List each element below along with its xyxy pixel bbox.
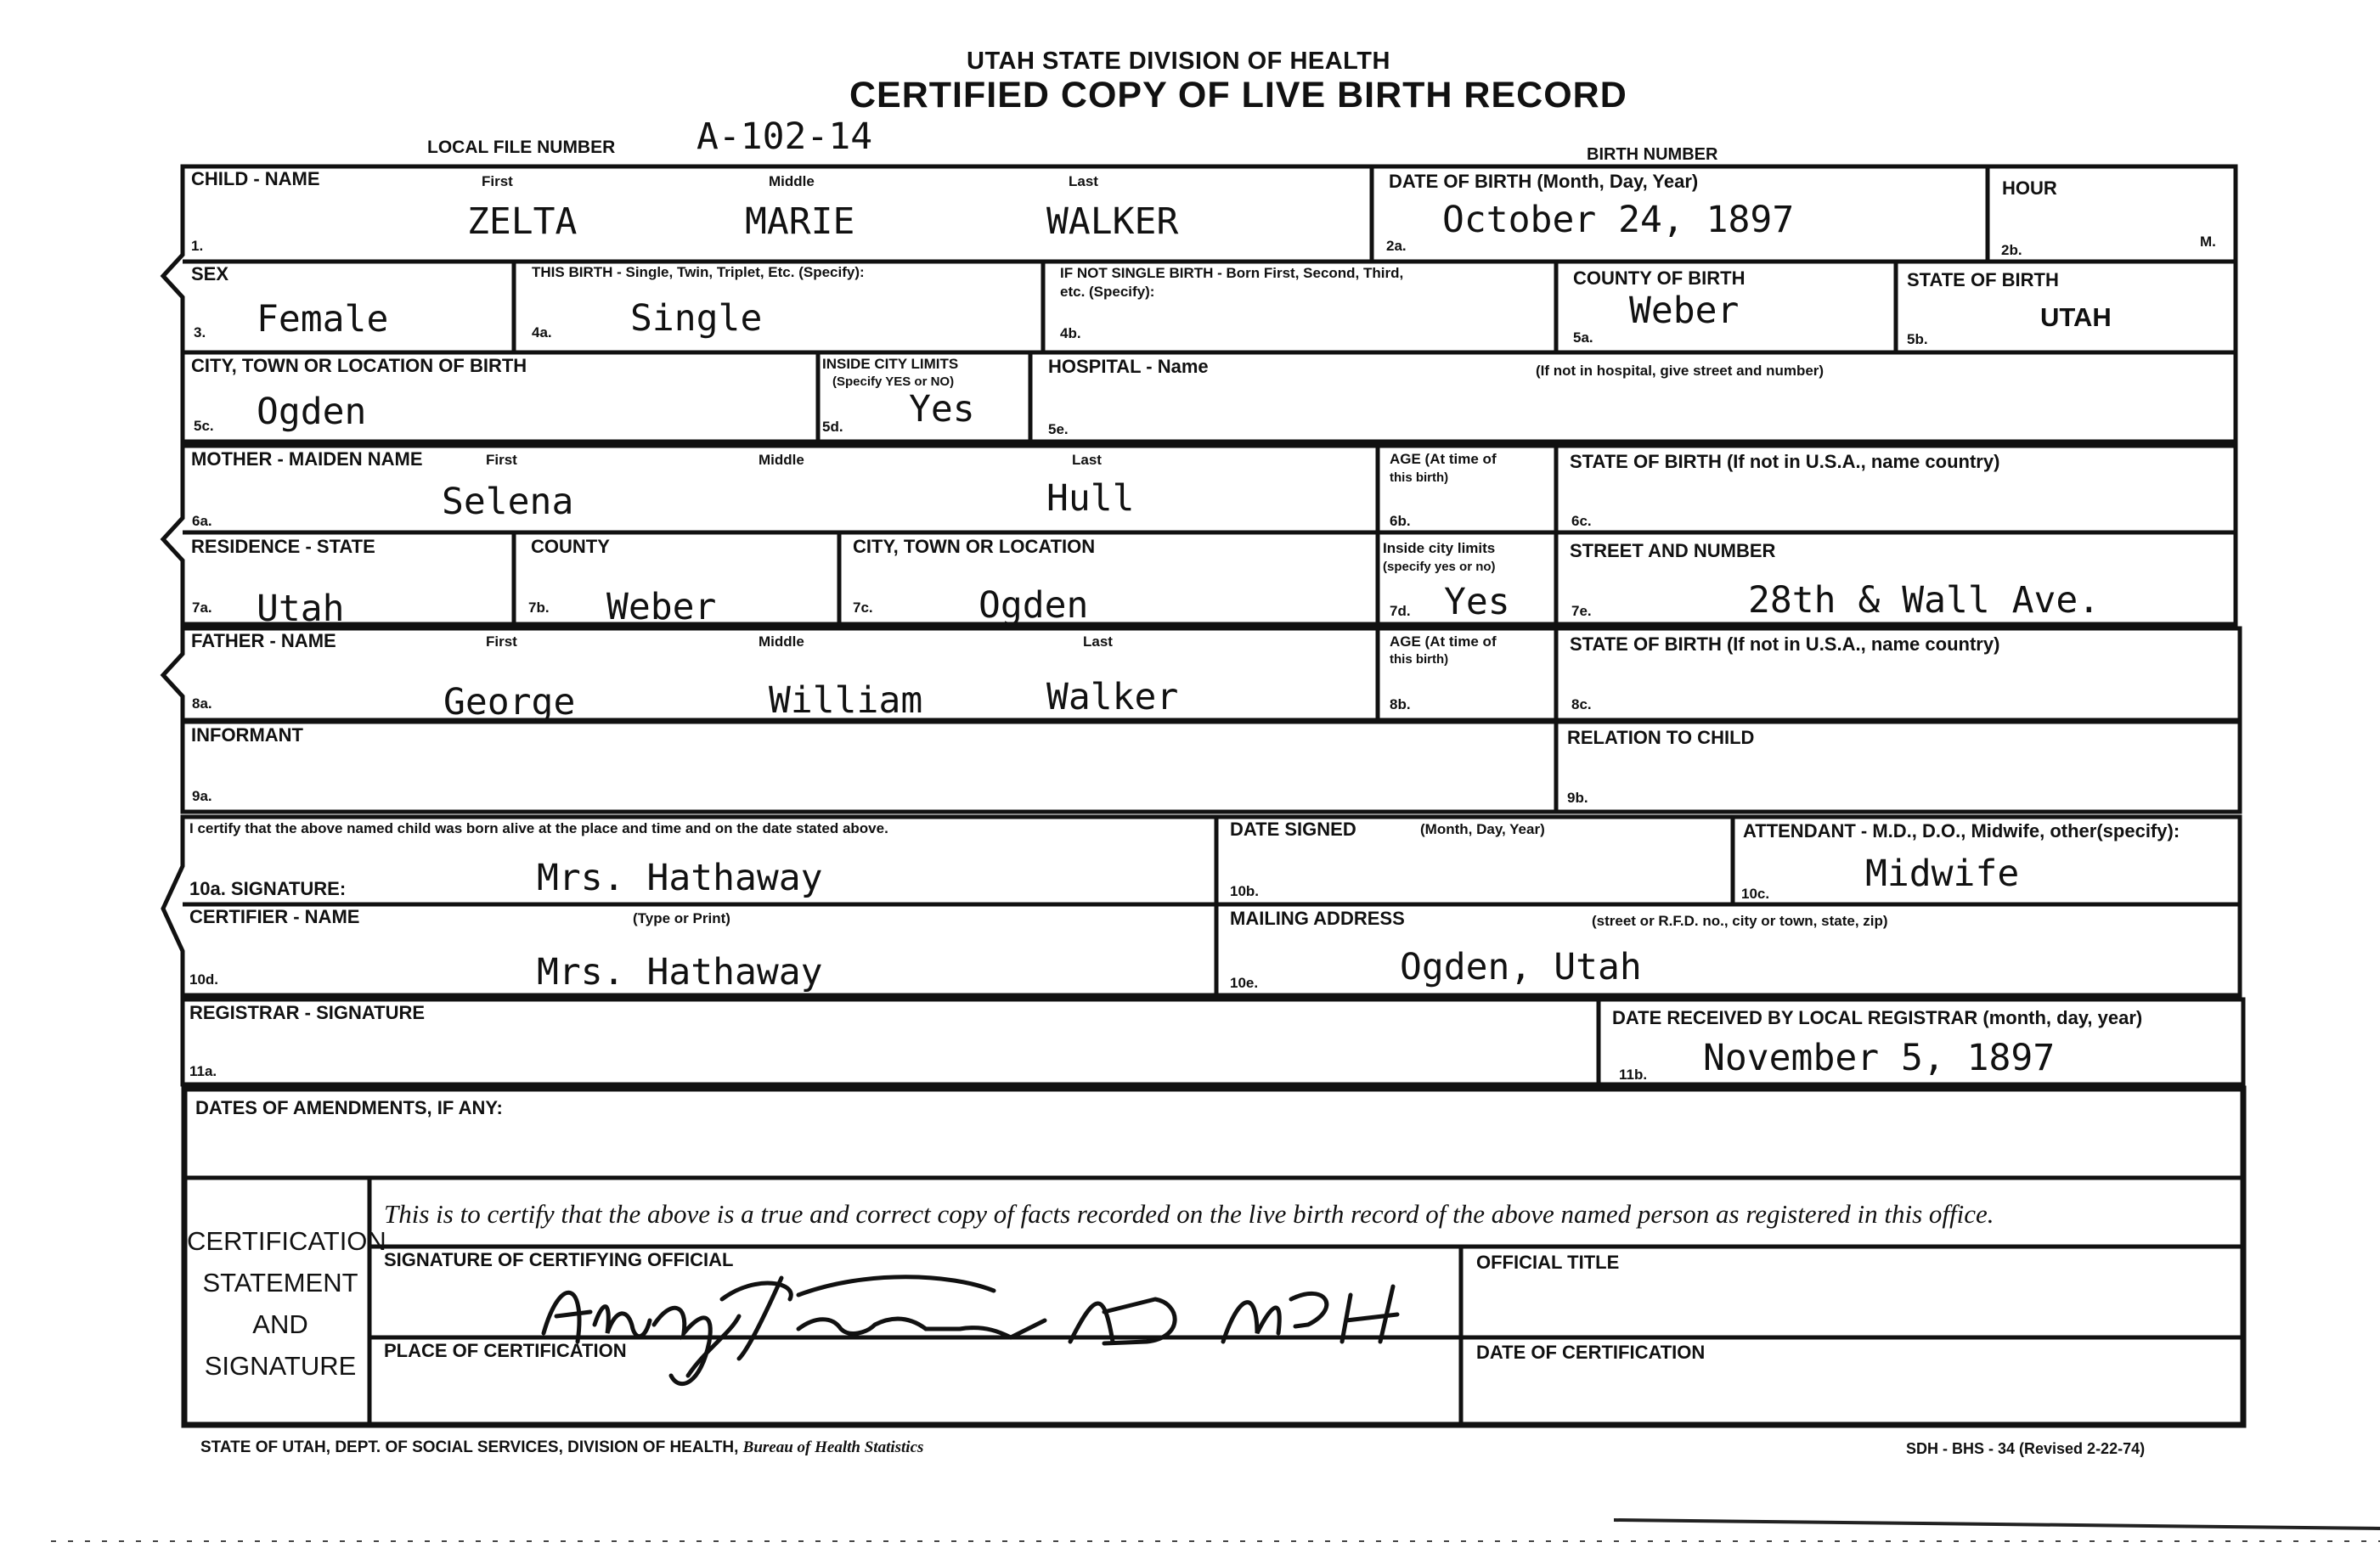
informant-label: INFORMANT xyxy=(191,724,303,746)
father-first-label: First xyxy=(486,633,517,650)
field-number: 10b. xyxy=(1230,883,1260,899)
father-state-label: STATE OF BIRTH (If not in U.S.A., name country) xyxy=(1570,633,2000,655)
mother-state-label: STATE OF BIRTH (If not in U.S.A., name country) xyxy=(1570,451,2000,472)
date-received-label: DATE RECEIVED BY LOCAL REGISTRAR (month, day, year) xyxy=(1612,1007,2143,1028)
relation-label: RELATION TO CHILD xyxy=(1567,727,1755,748)
field-number: 8c. xyxy=(1571,696,1592,712)
page-title: CERTIFIED COPY OF LIVE BIRTH RECORD xyxy=(849,75,1627,115)
mailing-note: (street or R.F.D. no., city or town, state, zip) xyxy=(1592,913,1888,929)
signature-value: Mrs. Hathaway xyxy=(537,857,823,899)
residence-inside-label-2: (specify yes or no) xyxy=(1383,560,1496,574)
father-name-label: FATHER - NAME xyxy=(191,630,336,651)
official-signature-image xyxy=(510,1248,1444,1410)
residence-street-label: STREET AND NUMBER xyxy=(1570,540,1776,561)
child-middle-label: Middle xyxy=(769,173,815,189)
inside-city-label: INSIDE CITY LIMITS xyxy=(822,356,959,372)
father-middle-label: Middle xyxy=(759,633,804,650)
field-number: 5e. xyxy=(1048,421,1069,437)
date-certification-label: DATE OF CERTIFICATION xyxy=(1476,1342,1706,1363)
city-birth-value: Ogden xyxy=(257,391,367,433)
child-last-value: WALKER xyxy=(1046,200,1179,243)
father-age-label-2: this birth) xyxy=(1390,652,1449,667)
mother-last-value: Hull xyxy=(1046,477,1135,520)
attendant-label: ATTENDANT - M.D., D.O., Midwife, other(specify): xyxy=(1743,820,2180,842)
field-number: 11b. xyxy=(1619,1067,1648,1083)
child-middle-value: MARIE xyxy=(745,200,855,243)
mailing-value: Ogden, Utah xyxy=(1400,946,1642,988)
mother-first-value: Selena xyxy=(442,481,574,523)
field-number: 5d. xyxy=(822,419,843,435)
certification-side-line-2: STATEMENT xyxy=(202,1268,358,1298)
date-received-value: November 5, 1897 xyxy=(1703,1037,2056,1079)
field-number: 8a. xyxy=(192,695,212,712)
certification-side-heading xyxy=(187,1220,386,1387)
father-middle-value: William xyxy=(769,679,923,722)
certification-side-line-1: CERTIFICATION xyxy=(187,1226,386,1256)
residence-county-value: Weber xyxy=(606,586,717,628)
field-number: 7c. xyxy=(853,599,873,616)
certifier-value: Mrs. Hathaway xyxy=(537,951,823,994)
residence-city-value: Ogden xyxy=(979,584,1089,627)
footer-agency-text: STATE OF UTAH, DEPT. OF SOCIAL SERVICES, DIVISION OF HEALTH, xyxy=(200,1438,739,1456)
field-number: 6a. xyxy=(192,513,212,529)
certifier-label: CERTIFIER - NAME xyxy=(189,906,360,927)
hospital-note: (If not in hospital, give street and number) xyxy=(1536,363,1824,379)
residence-state-value: Utah xyxy=(257,588,345,630)
certify-statement: I certify that the above named child was born alive at the place and time and on the date stated above. xyxy=(189,820,888,836)
mother-age-label: AGE (At time of xyxy=(1390,451,1497,467)
hour-suffix: M. xyxy=(2200,234,2216,250)
child-first-label: First xyxy=(482,173,513,189)
type-print-label: (Type or Print) xyxy=(633,910,730,926)
place-certification-label: PLACE OF CERTIFICATION xyxy=(384,1340,627,1361)
date-signed-format: (Month, Day, Year) xyxy=(1420,821,1545,837)
field-number: 2a. xyxy=(1386,238,1407,254)
footer-agency-italic: Bureau of Health Statistics xyxy=(742,1438,924,1456)
city-birth-label: CITY, TOWN OR LOCATION OF BIRTH xyxy=(191,355,527,376)
field-number: 7b. xyxy=(528,599,550,616)
local-file-value: A-102-14 xyxy=(697,115,873,158)
father-last-value: Walker xyxy=(1046,676,1179,718)
field-number: 8b. xyxy=(1390,696,1411,712)
state-birth-label: STATE OF BIRTH xyxy=(1907,269,2059,290)
agency-heading: UTAH STATE DIVISION OF HEALTH xyxy=(967,48,1390,75)
hour-label: HOUR xyxy=(2002,177,2057,199)
field-number: 9b. xyxy=(1567,790,1588,806)
dob-label: DATE OF BIRTH (Month, Day, Year) xyxy=(1389,171,1699,192)
this-birth-value: Single xyxy=(630,297,763,340)
field-number: 6b. xyxy=(1390,513,1411,529)
inside-city-value: Yes xyxy=(909,388,975,431)
child-name-label: CHILD - NAME xyxy=(191,168,320,189)
child-last-label: Last xyxy=(1069,173,1098,189)
mother-last-label: Last xyxy=(1072,452,1102,468)
footer-agency xyxy=(200,1438,923,1457)
local-file-label: LOCAL FILE NUMBER xyxy=(427,138,616,157)
date-signed-label: DATE SIGNED xyxy=(1230,819,1356,840)
field-number: 11a. xyxy=(189,1063,217,1079)
field-number: 9a. xyxy=(192,788,212,804)
field-number: 10d. xyxy=(189,971,219,988)
child-first-value: ZELTA xyxy=(467,200,578,243)
form-number: SDH - BHS - 34 (Revised 2-22-74) xyxy=(1906,1440,2146,1457)
field-number: 5c. xyxy=(194,418,214,434)
amendments-label: DATES OF AMENDMENTS, IF ANY: xyxy=(195,1097,503,1118)
field-number: 4b. xyxy=(1060,325,1081,341)
official-title-label: OFFICIAL TITLE xyxy=(1476,1252,1620,1273)
field-number: 5a. xyxy=(1573,329,1593,346)
signature-label: 10a. SIGNATURE: xyxy=(189,878,347,899)
field-number: 2b. xyxy=(2001,242,2022,258)
mother-middle-label: Middle xyxy=(759,452,804,468)
sex-label: SEX xyxy=(191,263,229,284)
residence-county-label: COUNTY xyxy=(531,536,610,557)
residence-street-value: 28th & Wall Ave. xyxy=(1748,579,2101,622)
not-single-label: IF NOT SINGLE BIRTH - Born First, Second, Third, xyxy=(1060,265,1404,281)
inside-city-label-2: (Specify YES or NO) xyxy=(832,374,955,389)
field-number: 10c. xyxy=(1741,886,1770,902)
attendant-value: Midwife xyxy=(1865,853,2020,895)
mother-name-label: MOTHER - MAIDEN NAME xyxy=(191,448,423,470)
field-number: 3. xyxy=(194,324,206,341)
field-number: 7d. xyxy=(1390,603,1411,619)
residence-inside-value: Yes xyxy=(1444,581,1510,623)
field-number: 6c. xyxy=(1571,513,1592,529)
certification-statement: This is to certify that the above is a true and correct copy of facts recorded on the live birth record of the above named person as registered in this office. xyxy=(384,1199,1994,1229)
certifying-official-label: SIGNATURE OF CERTIFYING OFFICIAL xyxy=(384,1249,734,1270)
not-single-label-2: etc. (Specify): xyxy=(1060,284,1155,300)
state-birth-value: UTAH xyxy=(2040,302,2112,332)
field-number: 4a. xyxy=(532,324,552,341)
father-last-label: Last xyxy=(1083,633,1113,650)
father-first-value: George xyxy=(443,681,576,723)
mother-age-label-2: this birth) xyxy=(1390,470,1449,485)
county-birth-value: Weber xyxy=(1629,290,1740,332)
field-number: 1. xyxy=(191,238,204,254)
certification-side-line-4: SIGNATURE xyxy=(204,1351,357,1381)
birth-number-label: BIRTH NUMBER xyxy=(1587,145,1718,164)
field-number: 10e. xyxy=(1230,975,1259,991)
father-age-label: AGE (At time of xyxy=(1390,633,1497,650)
sex-value: Female xyxy=(257,298,389,341)
mother-first-label: First xyxy=(486,452,517,468)
field-number: 7a. xyxy=(192,599,212,616)
dob-value: October 24, 1897 xyxy=(1442,199,1795,241)
mailing-label: MAILING ADDRESS xyxy=(1230,908,1405,929)
residence-city-label: CITY, TOWN OR LOCATION xyxy=(853,536,1096,557)
county-birth-label: COUNTY OF BIRTH xyxy=(1573,267,1746,289)
certification-side-line-3: AND xyxy=(252,1309,308,1339)
this-birth-label: THIS BIRTH - Single, Twin, Triplet, Etc. (Specify): xyxy=(532,264,865,280)
field-number: 7e. xyxy=(1571,603,1592,619)
registrar-label: REGISTRAR - SIGNATURE xyxy=(189,1002,426,1023)
field-number: 5b. xyxy=(1907,331,1928,347)
residence-inside-label: Inside city limits xyxy=(1383,540,1496,556)
hospital-label: HOSPITAL - Name xyxy=(1048,356,1209,377)
residence-state-label: RESIDENCE - STATE xyxy=(191,536,375,557)
